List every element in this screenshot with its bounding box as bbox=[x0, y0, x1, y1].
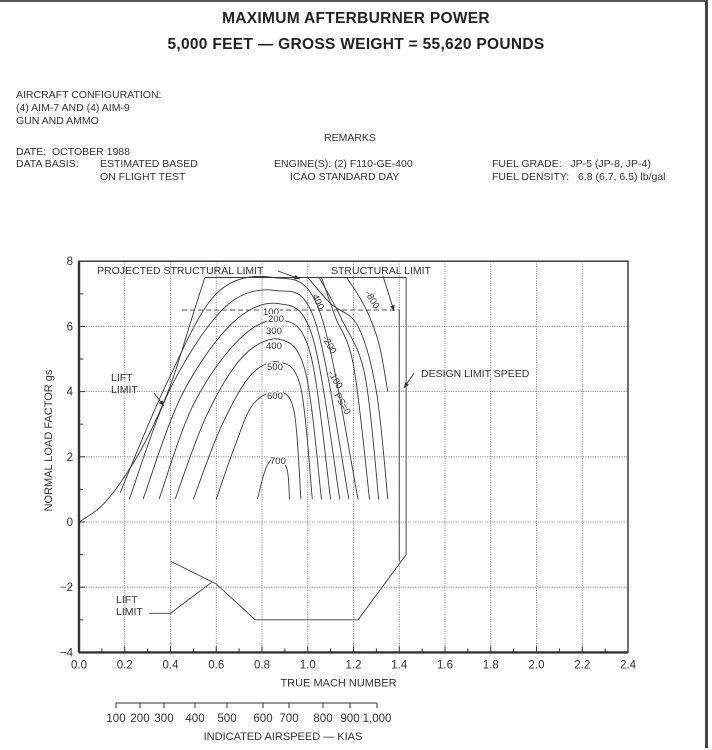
chart-subtitle: 5,000 FEET — GROSS WEIGHT = 55,620 POUNDS bbox=[167, 36, 545, 53]
annotation-lift-limit: LIMIT bbox=[116, 606, 143, 618]
annotation-lift-limit: LIFT bbox=[111, 372, 133, 384]
y-axis-title: NORMAL LOAD FACTOR gs bbox=[43, 369, 55, 512]
x-tick-label: 1.0 bbox=[299, 659, 316, 672]
aircraft-config-label: AIRCRAFT CONFIGURATION: bbox=[16, 89, 162, 101]
date-text: DATE: OCTOBER 1988 bbox=[16, 146, 130, 158]
x-tick-label: 0.4 bbox=[162, 659, 179, 672]
aircraft-config-line1: (4) AIM-7 AND (4) AIM-9 bbox=[16, 102, 130, 114]
kias-tick-label: 400 bbox=[185, 713, 205, 725]
standard-day-text: ICAO STANDARD DAY bbox=[290, 171, 400, 183]
contour-label: -800 bbox=[362, 289, 382, 311]
x-tick-label: 1.2 bbox=[345, 659, 362, 672]
s-ps-100 bbox=[129, 290, 349, 499]
annotation-lift-limit: LIFT bbox=[116, 594, 138, 606]
contour-label: 300 bbox=[266, 326, 282, 337]
s-lift-limit-positive- bbox=[79, 278, 205, 523]
x-tick-label: 1.8 bbox=[482, 659, 499, 672]
annotation-structural-limit: STRUCTURAL LIMIT bbox=[331, 265, 431, 277]
x-tick-label: 0.8 bbox=[254, 659, 270, 672]
s-ps-500 bbox=[193, 362, 312, 499]
annotation-projected-structural-limit: PROJECTED STRUCTURAL LIMIT bbox=[97, 265, 264, 277]
kias-tick-label: 100 bbox=[106, 713, 126, 725]
contour-label: -100 bbox=[325, 369, 345, 391]
kias-tick-label: 600 bbox=[253, 713, 273, 725]
y-tick-label: 8 bbox=[66, 256, 73, 269]
contour-label: 400 bbox=[266, 341, 282, 352]
x-tick-label: 2.4 bbox=[620, 659, 636, 672]
x-tick-label: 1.4 bbox=[391, 659, 408, 672]
kias-axis-title: INDICATED AIRSPEED — KIAS bbox=[203, 731, 363, 743]
lift-limit-upper-arrow-head bbox=[159, 400, 164, 406]
annotation-lift-limit: LIMIT bbox=[111, 384, 138, 396]
annotation-design-limit-speed: DESIGN LIMIT SPEED bbox=[421, 368, 530, 380]
fuel-grade-text: FUEL GRADE: JP-5 (JP-8, JP-4) bbox=[492, 158, 651, 170]
kias-tick-label: 700 bbox=[279, 713, 299, 725]
chart-labels bbox=[97, 265, 530, 618]
kias-tick-label: 1,000 bbox=[362, 713, 392, 725]
data-basis-line2: ON FLIGHT TEST bbox=[100, 171, 186, 183]
contour-label: 600 bbox=[267, 391, 283, 402]
kias-tick-label: 200 bbox=[130, 713, 150, 725]
y-tick-label: −2 bbox=[59, 582, 73, 595]
kias-tick-label: 800 bbox=[313, 713, 333, 725]
y-tick-label: 6 bbox=[66, 321, 73, 334]
x-tick-label: 2.2 bbox=[574, 659, 591, 672]
contour-label: 400 bbox=[309, 292, 326, 312]
chart-axes bbox=[43, 256, 637, 743]
s-ps-100 bbox=[321, 278, 369, 500]
contour-label: 700 bbox=[270, 456, 286, 467]
s-ps-200 bbox=[319, 278, 378, 500]
x-tick-label: 0.6 bbox=[208, 659, 225, 672]
engines-text: ENGINE(S): (2) F110-GE-400 bbox=[274, 158, 413, 170]
data-basis-line1: ESTIMATED BASED bbox=[100, 158, 198, 170]
x-axis-title: TRUE MACH NUMBER bbox=[280, 677, 397, 690]
kias-tick-label: 900 bbox=[340, 713, 360, 725]
chart-title: MAXIMUM AFTERBURNER POWER bbox=[222, 10, 490, 27]
y-tick-label: 0 bbox=[66, 517, 73, 529]
y-tick-label: 2 bbox=[66, 451, 73, 464]
x-tick-label: 1.6 bbox=[437, 659, 453, 672]
contour-label: 200 bbox=[268, 314, 284, 325]
aircraft-config-line2: GUN AND AMMO bbox=[16, 115, 99, 127]
contour-label: 100 bbox=[263, 307, 279, 318]
x-tick-label: 2.0 bbox=[528, 659, 545, 672]
chart-curves bbox=[79, 271, 414, 620]
s-ps-600 bbox=[216, 391, 301, 499]
contour-label: -200 bbox=[319, 334, 339, 356]
y-tick-label: 4 bbox=[66, 386, 73, 399]
kias-tick-label: 500 bbox=[217, 713, 237, 725]
y-tick-label: −4 bbox=[59, 647, 73, 660]
x-tick-label: 0.0 bbox=[71, 659, 87, 672]
fuel-density-text: FUEL DENSITY: 6.8 (6.7, 6.5) lb/gal bbox=[492, 171, 666, 183]
contour-label: PS=0 bbox=[331, 391, 353, 417]
data-basis-label: DATA BASIS: bbox=[16, 158, 79, 170]
remarks-label: REMARKS bbox=[324, 132, 376, 144]
x-tick-label: 0.2 bbox=[116, 659, 133, 672]
contour-label: 500 bbox=[267, 362, 283, 373]
kias-tick-label: 300 bbox=[154, 713, 174, 725]
